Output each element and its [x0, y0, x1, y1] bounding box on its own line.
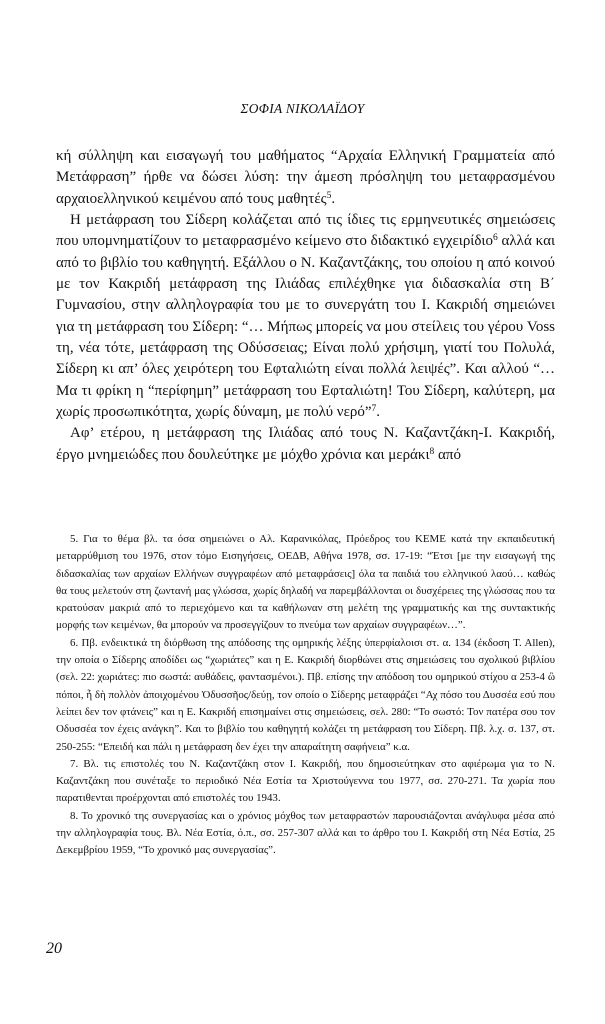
paragraph-text: κή σύλληψη και εισαγωγή του μαθήματος “Αρχαία Ελληνική Γραμματεία από Μετάφραση” ήρθε να δώσει λύση: την άμεση πρόσληψη του μεταφρασμένου αρχαιοελληνικού κειμένου από τους μαθητές [56, 148, 555, 207]
footnotes [56, 531, 555, 860]
footnote-5: 5. Για το θέμα βλ. τα όσα σημειώνει ο Αλ. Καρανικόλας, Πρόεδρος του ΚΕΜΕ κατά την εκπαιδευτική μεταρρύθμιση του 1976, στον τόμο Εισηγήσεις, ΟΕΔΒ, Αθήνα 1978, σσ. 17-19: “Έτσι [με την εισαγωγή της διδασκαλίας των αρχαίων Ελλήνων συγγραφέων από μεταφράσεις] όλα τα παιδιά του ελληνικού λαού… καθώς θα τους μελετούν στη ζωντανή μας γλώσσα, χωρίς δηλαδή να παρεμβάλλονται οι δυσχέρειες της γλώσσας που τα κρατούσαν μακριά από το περιεχόμενο και τα καθήλωναν στη μελέτη της γραμματικής και της συντακτικής μορφής των κειμένων, θα μπορούν να προσεγγίζουν το πνεύμα των αρχαίων συγγραφέων…”. [56, 533, 555, 632]
paragraph-text-end: από [434, 446, 461, 463]
footnote-8: 8. Το χρονικό της συνεργασίας και ο χρόνιος μόχθος των μεταφραστών παρουσιάζονται ανάγλυφα μέσα από την αλληλογραφία τους. Βλ. Νέα Εστία, ό.π., σσ. 257-307 αλλά και το άρθρο του Ι. Κακριδή στη Νέα Εστία, 25 Δεκεμβρίου 1959, “Το χρονικό μας συνεργασίας”. [56, 809, 555, 857]
footnote-ref-5: 5 [326, 190, 332, 201]
body-text [56, 146, 555, 466]
paragraph-text-end: . [376, 404, 381, 421]
body-paragraph-3 [56, 423, 555, 466]
paragraph-text: Αφ’ ετέρου, η μετάφραση της Ιλιάδας από τους Ν. Καζαντζάκη-Ι. Κακριδή, έργο μνημειώδες που δουλεύτηκε με μόχθο χρόνια και μεράκι [56, 425, 555, 463]
paragraph-text: Η μετάφραση του Σίδερη κολάζεται από τις ίδιες τις ερμηνευτικές σημειώσεις που υπομνηματίζουν το μεταφρασμένο κείμενο στο διδακτικό εγχειρίδιο [56, 212, 555, 250]
body-paragraph-1 [56, 146, 555, 210]
footnote-ref-6: 6 [492, 233, 498, 244]
footnote-7: 7. Βλ. τις επιστολές του Ν. Καζαντζάκη στον Ι. Κακριδή, που δημοσιεύτηκαν στο αφιέρωμα για το Ν. Καζαντζάκη που συνέταξε το περιοδικό Νέα Εστία τα Χριστούγεννα του 1977, σσ. 270-271. Τα χωρία που παρατιθενται προέρχονται από επιστολές του 1943. [56, 757, 555, 805]
paragraph-text-end: . [331, 190, 336, 207]
running-head: ΣΟΦΙΑ ΝΙΚΟΛΑΪΔΟΥ [240, 101, 365, 116]
body-paragraph-2 [56, 210, 555, 423]
page-number: 20 [46, 940, 62, 957]
paragraph-text-cont: αλλά και από το βιβλίο του καθηγητή. Εξάλλου ο Ν. Καζαντζάκης, του οποίου η από κοινού με τον Κακριδή μετάφραση της Ιλιάδας επιλέχθηκε για διδασκαλία στη Β΄ Γυμνασίου, στην αλληλογραφία του με το συνεργάτη του Ι. Κακριδή σημειώνει για τη μετάφραση του Σίδερη: “… Μήπως μπορείς να μου στείλεις του γέρου Voss τη, νέα τότε, μετάφραση της Οδύσσειας; Είναι πολύ χρήσιμη, γιατί του Πολυλά, Σίδερη κι απ’ όλες χειρότερη του Εφταλιώτη είναι πολλά λειψές”. Και αλλού “… Μα τι φρίκη η “περίφημη” μετάφραση του Εφταλιώτη! Του Σίδερη, καλύτερη, μα χωρίς προσωπικότητα, χωρίς δύναμη, με πολύ νερό” [56, 233, 555, 421]
footnote-ref-7: 7 [371, 404, 377, 415]
footnote-6: 6. Πβ. ενδεικτικά τη διόρθωση της απόδοσης της ομηρικής λέξης ὑπερφίαλοισι στ. α. 134 (έκδοση T. Allen), την οποία ο Σίδερης αποδίδει ως “χωριάτες” και η Ε. Κακριδή διορθώνει στις σημειώσεις του σχολικού βιβλίου (σελ. 22: χωριάτες: πιο σωστά: αυθάδεις, φαντασμένοι.). Πβ. επίσης την απόδοση του ομηρικού στίχου α 253-4 ὢ πόποι, ἦ δὴ πολλὸν ἀποιχομένου Ὀδυσσῆος/δεύῃ, τον οποίο ο Σίδερης μεταφράζει “Αχ πόσο του Δυσσέα εσύ που λείπει δεν τον φτάνεις” και η Ε. Κακριδή επισημαίνει στις σημειώσεις, σελ. 280: “Το σωστό: Τον πατέρα σου τον Οδυσσέα τον έχεις ανάγκη”. Και το βιβλίο του καθηγητή κολάζει τη μετάφραση του Σίδερη. Πβ. λ.χ. σ. 137, στ. 250-255: “Επειδή και πάλι η μετάφραση δεν έχει την απαραίτητη σαφήνεια” κ.α. [56, 636, 555, 753]
footnote-ref-8: 8 [429, 446, 435, 457]
